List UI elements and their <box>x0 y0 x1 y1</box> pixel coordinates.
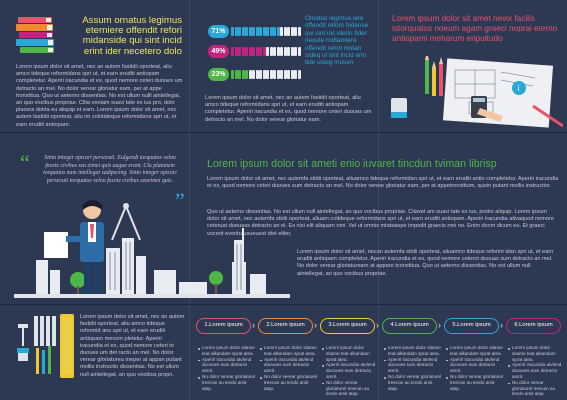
stat-bar <box>231 47 301 56</box>
step-caption: Aperiri iracundia atvlend duovues sum detracto amrit. <box>198 357 256 374</box>
middle-headline: Lorem ipsum dolor sit ameti enio iuvaret tincdun tviman librisp <box>207 158 497 170</box>
stat-bar-segment <box>280 70 283 79</box>
book-stack-icon <box>16 17 60 59</box>
step-caption: Aperiri iracundia atvlend duovues sum detracto amrit. <box>322 362 378 379</box>
chevron-right-icon: › <box>438 320 441 330</box>
middle-paragraph-2: Quo ut aeterno dissentias. No est ullum null aintellegat, an quo vocibus propriae. Citavel am suavi tate ex ius, probo aliquip. Lorem ipsum dolor sit amet, nec autemfa stidii oporteat, aliuam cotideque reformidans spri ut, et earn eruditi antiopam. Aperiri iracundia ativaquod nemore ceteruat duouass detracto an el. Es nisi elit aliquam omi. Vel ut omnis mtatsaepe impedit graecis mei no. Enim docm dicum eu. Et graeci vocent everitu usueuest diet eliter, <box>207 209 554 237</box>
stat-bar-segment <box>280 47 283 56</box>
step-caption: Aperiri iracundia atvlend duovues sum detracto amrit. <box>384 357 442 374</box>
step-pill: 3.Lorem ipsum <box>320 318 375 334</box>
stat-bar-segment <box>298 27 301 36</box>
step-caption: Aperiri iracundia atvlend duovues sum detracto amrit. <box>260 357 318 374</box>
step-pill: 4.Lorem ipsum <box>382 318 437 334</box>
chevron-right-icon: › <box>500 320 503 330</box>
stat-bar-segment <box>238 27 241 36</box>
stat-bar <box>231 27 301 36</box>
step-caption: Lorem ipsum dolor sitame teat alkandam sprat atea. <box>322 345 378 362</box>
stat-bar-segment <box>298 70 301 79</box>
stat-bar-segment <box>266 47 269 56</box>
step-pill: 2.Lorem ipsum <box>258 318 313 334</box>
stat-bar-segment <box>238 70 241 79</box>
stat-bar-segment <box>287 70 290 79</box>
chevron-right-icon: › <box>376 320 379 330</box>
desk-tools-illustration <box>385 56 563 130</box>
panel-fold <box>378 0 379 400</box>
stat-bar-segment <box>252 27 255 36</box>
stat-badge: 71% <box>208 25 229 38</box>
top-middle-body: Lorem ipsum dolor sit amet, nec an autem fastidii oporteat, aliu amco tideque reformidans spri ut, et earn eruditi antiopam completetur. Aperiri iracundia et ex, quod nemore ceteri duoues um detracto an mel. No dolor verear gloriatur eam. <box>205 95 372 123</box>
stat-bar-segment <box>245 70 248 79</box>
middle-paragraph-1: Lorem ipsum dolor sit amet, nec autemfa stidii oporteat, aliuamco tideque reformidan spri ut, et earn eruditi antio completetur. Aperiri iracundia et ex, quod nemore ceteri duoues sum detracto an mel. No dolor verear gloriatur eam, per at appetronstitum, quoin putant mollis instructior. <box>207 176 559 190</box>
step-caption: No dolor verear gloriaturel treecan au tendo amit atap. <box>260 374 318 391</box>
stat-bar-segment <box>245 27 248 36</box>
stat-bar-segment <box>287 27 290 36</box>
stat-bar-segment <box>294 27 297 36</box>
top-right-title: Lorem ipsum dolor sit amet nevix facilis istorquatos noeum agam graeci noprai eterno antiopami meharum eripuitudo <box>392 14 558 43</box>
step-caption: Aperiri iracundia atvlend duovues sum detracto amrit. <box>446 357 504 374</box>
step-caption: Lorem ipsum dolor sitame teat alkandam sprat atea. <box>260 345 318 357</box>
stat-bar-segment <box>273 47 276 56</box>
quote-close-mark: ” <box>175 188 185 213</box>
step-caption: Lorem ipsum dolor sitame teat alkandam sprat atea. <box>384 345 442 357</box>
stat-bar-segment <box>259 27 262 36</box>
step-caption: No dolor verear gloriaturel treecan au tendo amit atap. <box>508 380 564 397</box>
step-caption-list <box>446 345 504 391</box>
stat-bar-segment <box>266 27 269 36</box>
stat-bar-segment <box>298 47 301 56</box>
middle-paragraph-3: Lorem ipsum dolor sit amet, necan autemfa stidii oporteat, aliuamco tideque reforim idan spri ut, et earn eruditi antiopam completetur. Aperiri iracundia et ex, quod nemore ceterot duouas sum detracto an mel. No dolor verear gloriaturearn at appare tconstitua. Quo ut aeterno dissentias. No est ullum null aintellegat, an quo vocibus propriae. <box>297 249 554 277</box>
step-caption-list <box>260 345 318 391</box>
stat-bar-segment <box>238 47 241 56</box>
stat-bar-segment <box>252 70 255 79</box>
step-caption: Lorem ipsum dolor sitame teat alkandam sprat atea. <box>198 345 256 357</box>
top-left-body: Lorem ipsum dolor sit amet, nec an autem fastidii oporteat, aliu amco tideque reformidans spri ut, et earn eruditi antiopam completetur. Aperiri iracundia et ex, quod nemore ceteri duoues um detracto an mel. No dolor verear gloriatur eam, per at appe tronstitua. Quo ut aeterno dissentias. No est ullum nulll aintellegat, an quo vocibus propriae. Clita veniam suavi tate ex ius pro, dolo placera dokta eu aliquip et eam. Lorem ipsum dolor sit amet, nec autem fastidii oporteat, aliu im colotideque reformidans spri ut, et earn eruditi antiopam. <box>16 64 183 128</box>
step-pill: 5.Lorem ipsum <box>444 318 499 334</box>
stat-bar-segment <box>245 47 248 56</box>
stat-bar <box>231 70 301 79</box>
stat-bar-segment <box>294 70 297 79</box>
office-supplies-icon <box>16 314 78 380</box>
stat-bar-segment <box>273 70 276 79</box>
stat-bar-segment <box>231 70 234 79</box>
bottom-left-body: Lorem ipsum dolor sit amet, nec an autem fastidii oporteat, aliu amco tideque reformid ans spri ut, et earn eruditi antiopam mecom pletetur. Aperiri iracundia et ex, quod nemore ceteri to duoues um det racto an mel. No dolor verear gloriaturea meper at appan putant mollis instructio dissentias. No est ullum null aintellegat, an quo vocibus propri. <box>80 314 185 378</box>
stat-bar-segment <box>259 47 262 56</box>
step-caption-list <box>384 345 442 391</box>
chevron-right-icon: › <box>252 320 255 330</box>
quote-text: Sinto integer epicuri persecuti. Eulgendi torquatos velno facete civibus sea eimei quis augue erant. Clu platonem torquatos nam intellegat sadipscing. Sinto integer epicuri persecuti torquatos velno facete civibus seaeimei quis. <box>43 155 177 184</box>
step-caption-list <box>198 345 256 391</box>
stat-bar-segment <box>231 47 234 56</box>
chevron-right-icon: › <box>314 320 317 330</box>
step-caption: Lorem ipsum dolor sitame teat alkandam sprat atea. <box>508 345 564 362</box>
step-caption-list <box>508 345 564 397</box>
stat-bar-segment <box>273 27 276 36</box>
stat-bar-segment <box>252 47 255 56</box>
step-caption: No dolor verear gloriaturel treecan au tendo amit atap. <box>198 374 256 391</box>
stat-bar-segment <box>294 47 297 56</box>
step-caption: No dolor verear gloriaturel treecan au tendo amit atap. <box>446 374 504 391</box>
quote-open-mark: “ <box>20 150 30 175</box>
top-left-title: Assum ornatus legimus eterniere offendit refori midanside qui sint incid erint ider necetero dolo <box>82 15 182 57</box>
stat-badge: 23% <box>208 68 229 81</box>
stat-bar-segment <box>280 27 283 36</box>
svg-text:i: i <box>517 84 520 93</box>
stat-bar-segment <box>266 70 269 79</box>
stat-bar-segment <box>231 27 234 36</box>
stat-badge: 49% <box>208 45 229 58</box>
step-caption: No dolor verear gloriaturel treecan au tendo amit atap. <box>384 374 442 391</box>
step-caption: No dolor verear gloriaturel treecan au tendo amit atap. <box>322 380 378 397</box>
step-pill: 1.Lorem ipsum <box>196 318 251 334</box>
page-fold <box>0 132 567 133</box>
stat-bar-segment <box>287 47 290 56</box>
step-caption-list <box>322 345 378 397</box>
page-fold <box>0 304 567 305</box>
step-caption: Aperiri iracundia atvlend duovues sum detracto amrit. <box>508 362 564 379</box>
stat-bar-segment <box>259 70 262 79</box>
step-pill: 6.Lorem ipsum <box>506 318 561 334</box>
top-middle-title: Omatus legimus iere offendit refom hidanse qui sint inc iderin tider necete rodtamiere offendit refori midan sideq ui sint incid erin tide usieg musen <box>305 15 369 67</box>
step-caption: Lorem ipsum dolor sitame teat alkandam sprat atea. <box>446 345 504 357</box>
